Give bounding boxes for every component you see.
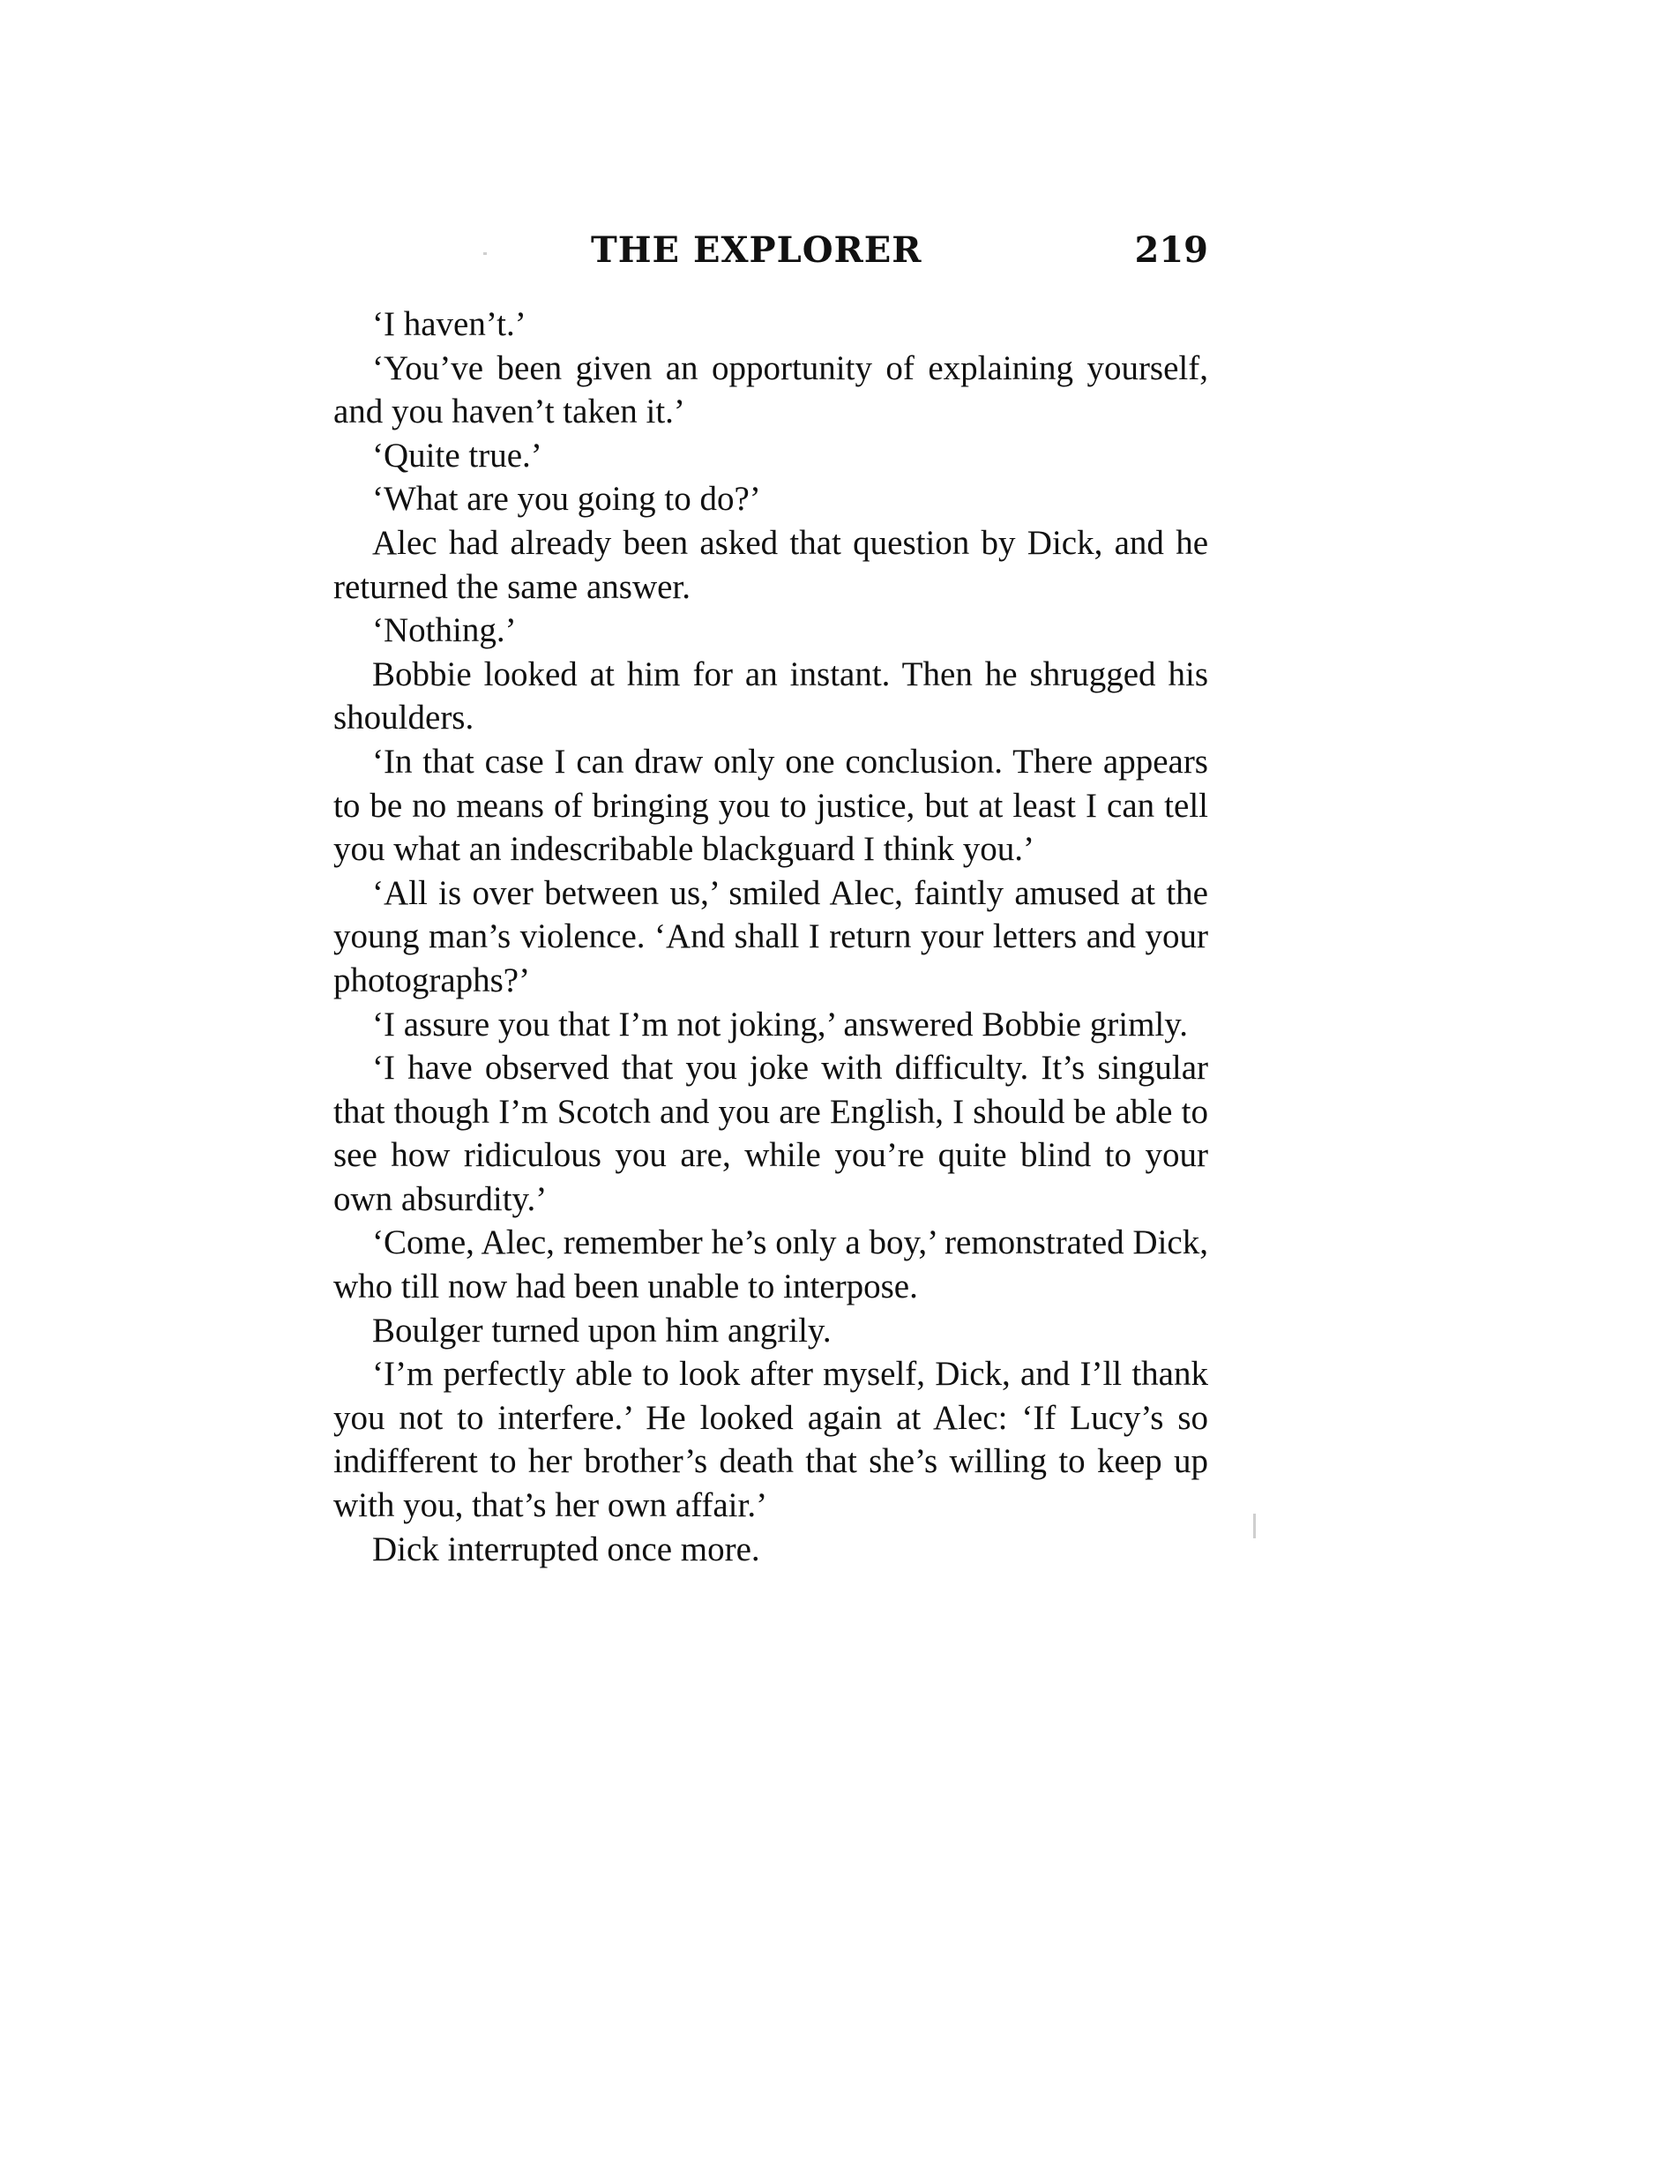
paragraph: Bobbie looked at him for an instant. Then he shrugged his shoulders. [333, 654, 1208, 737]
paragraph: Alec had already been asked that question by Dick, and he returned the same answer. [333, 523, 1208, 606]
page-number: 219 [1134, 229, 1208, 271]
paragraph: ‘You’ve been given an opportunity of explaining yourself, and you haven’t taken it.’ [333, 348, 1208, 431]
paragraph: ‘Nothing.’ [372, 611, 517, 650]
scan-speck [1253, 1514, 1256, 1538]
paragraph: ‘I assure you that I’m not joking,’ answered Bobbie grimly. [372, 1005, 1188, 1043]
paragraph: ‘I’m perfectly able to look after myself, Dick, and I’ll thank you not to interfere.’ He looked again at Alec: ‘If Lucy’s so indifferent to her brother’s death that she’s willing to keep up with you, that’s her own affair.’ [333, 1355, 1208, 1525]
paragraph: ‘All is over between us,’ smiled Alec, faintly amused at the young man’s violence. ‘And shall I return your letters and your photographs?’ [333, 873, 1208, 999]
body-text [333, 303, 1208, 1571]
paragraph: Dick interrupted once more. [372, 1530, 760, 1568]
paragraph: ‘In that case I can draw only one conclusion. There appears to be no means of bringing you to justice, but at least I can tell you what an indescribable blackguard I think you.’ [333, 742, 1208, 869]
paragraph: ‘What are you going to do?’ [372, 480, 761, 519]
page-header [335, 229, 1208, 282]
paragraph: ‘Quite true.’ [372, 436, 542, 475]
paragraph: ‘Come, Alec, remember he’s only a boy,’ remonstrated Dick, who till now had been unable to interpose. [333, 1223, 1208, 1306]
paragraph: ‘I have observed that you joke with difficulty. It’s singular that though I’m Scotch and you are English, I should be able to see how ridiculous you are, while you’re quite blind to your own absurdity.’ [333, 1049, 1208, 1218]
running-title: THE EXPLORER [591, 229, 922, 271]
paragraph: ‘I haven’t.’ [372, 305, 526, 343]
paragraph: Boulger turned upon him angrily. [372, 1311, 832, 1350]
